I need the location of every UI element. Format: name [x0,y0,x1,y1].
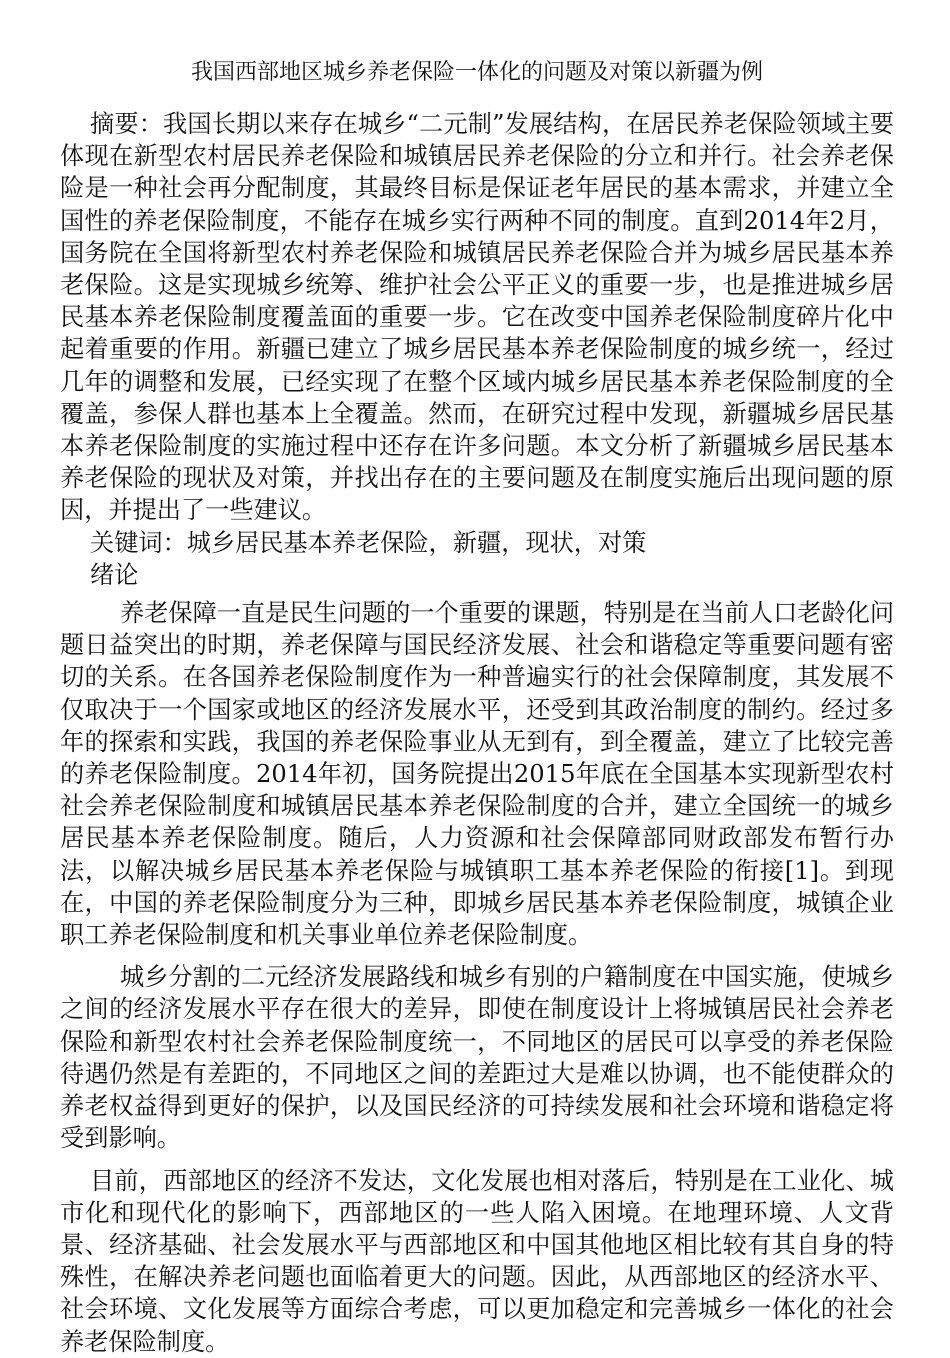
intro-paragraph-1: 养老保障一直是民生问题的一个重要的课题，特别是在当前人口老龄化问题日益突出的时期，养老保障与国民经济发展、社会和谐稳定等重要问题有密切的关系。在各国养老保险制度作为一种普遍实行的社会保障制度，其发展不仅取决于一个国家或地区的经济发展水平，还受到其政治制度的制约。经过多年的探索和实践，我国的养老保险事业从无到有，到全覆盖，建立了比较完善的养老保险制度。2014年初，国务院提出2015年底在全国基本实现新型农村社会养老保险制度和城镇居民基本养老保险制度的合并，建立全国统一的城乡居民基本养老保险制度。随后，人力资源和社会保障部同财政部发布暂行办法，以解决城乡居民基本养老保险与城镇职工基本养老保险的衔接[1]。到现在，中国的养老保险制度分为三种，即城乡居民基本养老保险制度，城镇企业职工养老保险制度和机关事业单位养老保险制度。 [60,599,895,950]
intro-heading: 绪论 [90,560,139,589]
intro-paragraph-2: 城乡分割的二元经济发展路线和城乡有别的户籍制度在中国实施，使城乡之间的经济发展水平存在很大的差异，即使在制度设计上将城镇居民社会养老保险和新型农村社会养老保险制度统一，不同地区的居民可以享受的养老保险待遇仍然是有差距的，不同地区之间的差距过大是难以协调，也不能使群众的养老权益得到更好的保护，以及国民经济的可持续发展和社会环境和谐稳定将受到影响。 [60,963,895,1153]
intro-paragraph-3: 目前，西部地区的经济不发达，文化发展也相对落后，特别是在工业化、城市化和现代化的影响下，西部地区的一些人陷入困境。在地理环境、人文背景、经济基础、社会发展水平与西部地区和中国其他地区相比较有其自身的特殊性，在解决养老问题也面临着更大的问题。因此，从西部地区的经济水平、社会环境、文化发展等方面综合考虑，可以更加稳定和完善城乡一体化的社会养老保险制度。 [60,1166,894,1356]
document-page [60,56,894,1358]
abstract-paragraph: 摘要：我国长期以来存在城乡“二元制”发展结构，在居民养老保险领域主要体现在新型农村居民养老保险和城镇居民养老保险的分立和并行。社会养老保险是一种社会再分配制度，其最终目标是保证老年居民的基本需求，并建立全国性的养老保险制度，不能存在城乡实行两种不同的制度。直到2014年2月，国务院在全国将新型农村养老保险和城镇居民养老保险合并为城乡居民基本养老保险。这是实现城乡统筹、维护社会公平正义的重要一步，也是推进城乡居民基本养老保险制度覆盖面的重要一步。它在改变中国养老保险制度碎片化中起着重要的作用。新疆已建立了城乡居民基本养老保险制度的城乡统一，经过几年的调整和发展，已经实现了在整个区域内城乡居民基本养老保险制度的全覆盖，参保人群也基本上全覆盖。然而，在研究过程中发现，新疆城乡居民基本养老保险制度的实施过程中还存在许多问题。本文分析了新疆城乡居民基本养老保险的现状及对策，并找出存在的主要问题及在制度实施后出现问题的原因，并提出了一些建议。 [60,110,894,525]
document-title: 我国西部地区城乡养老保险一体化的问题及对策以新疆为例 [190,60,763,85]
keywords-line: 关键词：城乡居民基本养老保险，新疆，现状，对策 [90,528,647,557]
